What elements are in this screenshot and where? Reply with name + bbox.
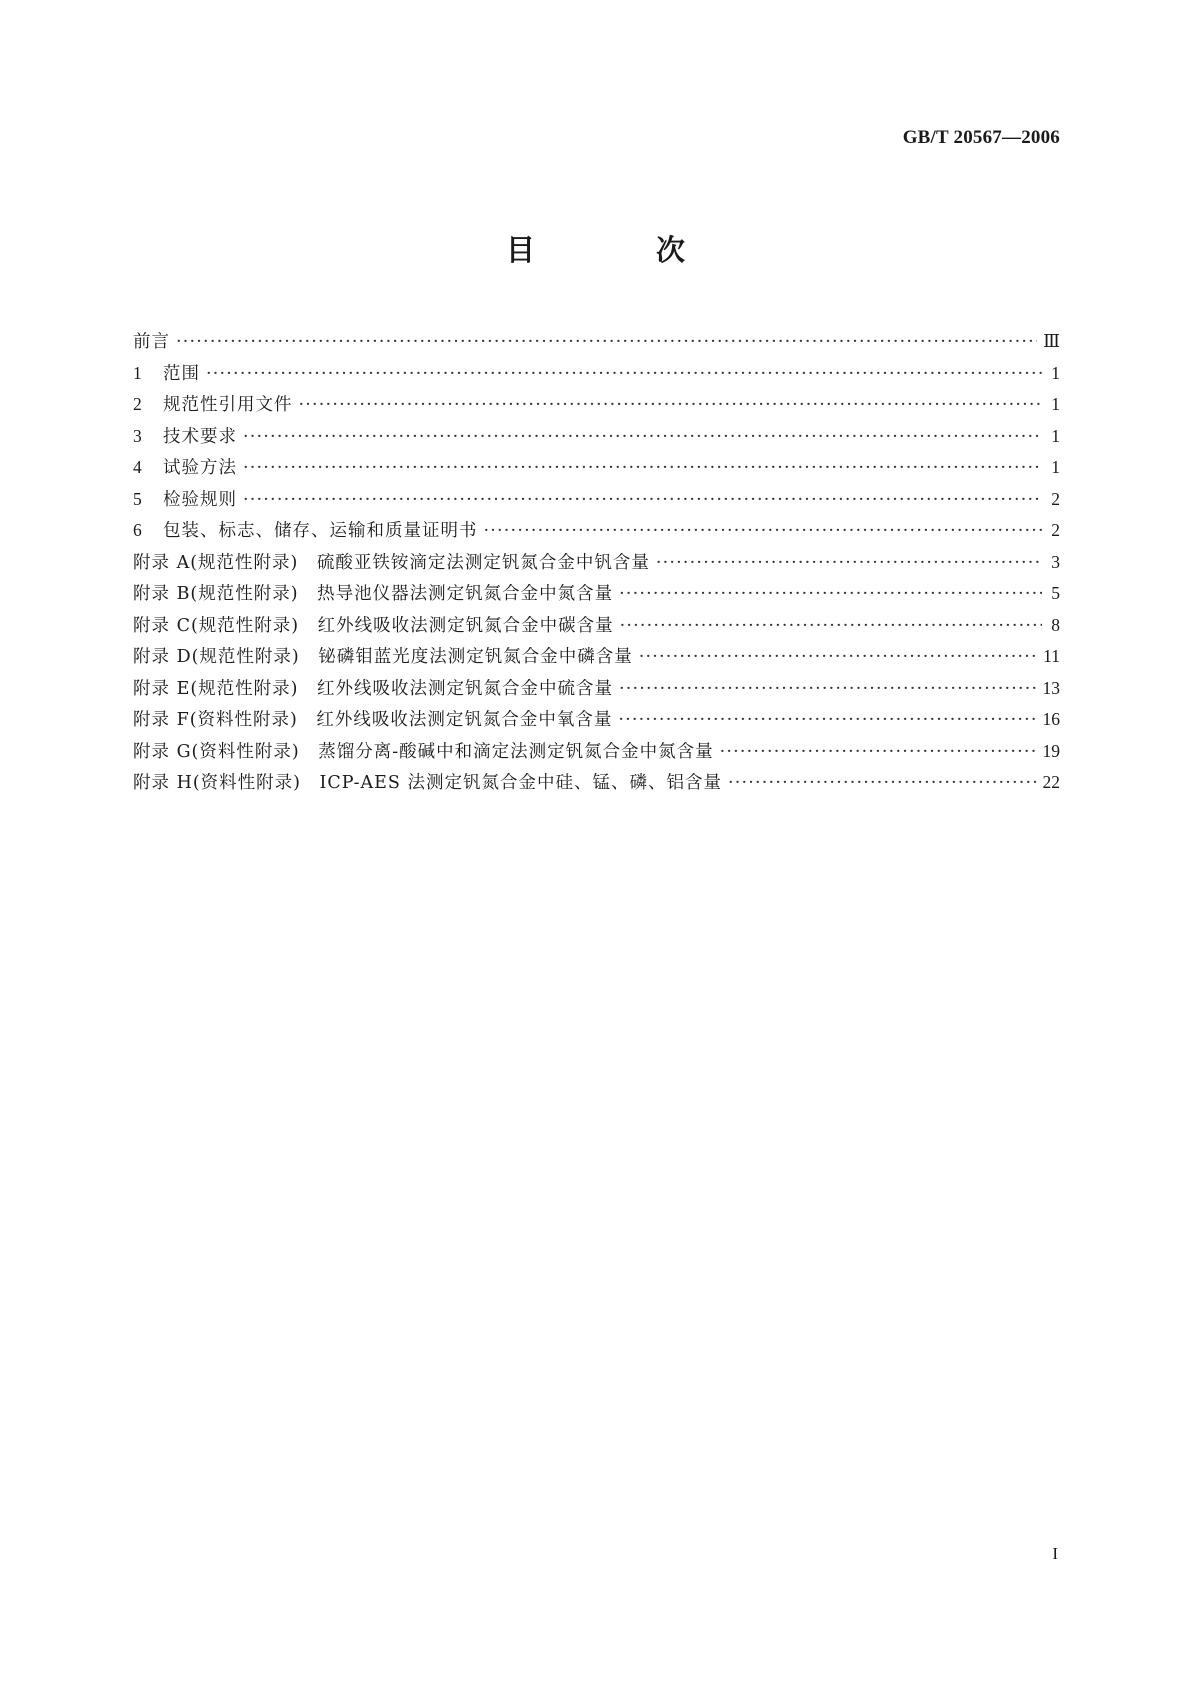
toc-entry-page: 1 (1051, 394, 1060, 414)
toc-leader-dots (243, 458, 1042, 478)
toc-entry-title: 规范性引用文件 (163, 395, 293, 415)
toc-leader-dots (639, 647, 1037, 667)
toc-leader-dots (243, 490, 1042, 510)
toc-entry-page: 1 (1051, 457, 1060, 477)
toc-entry-appendix-g[interactable] (133, 738, 1060, 770)
toc-entry-foreword[interactable] (133, 328, 1060, 360)
toc-entry-label: 附录 B(规范性附录) 热导池仪器法测定钒氮合金中氮含量 (133, 584, 614, 604)
toc-entry-page: 8 (1051, 614, 1060, 635)
toc-entry-label: 附录 H(资料性附录) ICP-AES 法测定钒氮合金中硅、锰、磷、铝含量 (133, 773, 722, 793)
toc-entry-page: 3 (1051, 551, 1060, 572)
toc-entry-number: 6 (133, 520, 143, 540)
toc-entry-label: 附录 C(规范性附录) 红外线吸收法测定钒氮合金中碳含量 (133, 615, 614, 636)
toc-leader-dots (728, 773, 1037, 793)
toc-leader-dots (620, 616, 1042, 636)
toc-entry-label: 附录 D(规范性附录) 铋磷钼蓝光度法测定钒氮合金中磷含量 (133, 647, 633, 667)
page-title: 目 次 (505, 233, 731, 267)
toc-entry-normative-references[interactable] (133, 391, 1060, 423)
toc-leader-dots (656, 553, 1042, 573)
toc-entry-packaging[interactable] (133, 517, 1060, 549)
toc-leader-dots (176, 332, 1037, 352)
table-of-contents (133, 328, 1060, 801)
toc-leader-dots (206, 364, 1042, 384)
toc-entry-appendix-b[interactable] (133, 580, 1060, 612)
toc-leader-dots (619, 584, 1042, 604)
toc-entry-title: 技术要求 (163, 426, 237, 447)
toc-entry-title: 包装、标志、储存、运输和质量证明书 (163, 521, 478, 541)
standard-code: GB/T 20567—2006 (902, 127, 1060, 148)
toc-leader-dots (484, 521, 1043, 541)
toc-entry-number: 4 (133, 457, 143, 477)
toc-entry-label (133, 517, 478, 542)
toc-entry-title: 检验规则 (163, 489, 237, 510)
toc-entry-label: 附录 F(资料性附录) 红外线吸收法测定钒氮合金中氧含量 (133, 710, 613, 730)
toc-entry-page: 13 (1042, 677, 1060, 698)
toc-entry-label: 前言 (133, 332, 170, 352)
toc-entry-technical-requirements[interactable] (133, 423, 1060, 455)
toc-leader-dots (243, 427, 1042, 447)
toc-entry-test-methods[interactable] (133, 454, 1060, 486)
toc-entry-label: 附录 E(规范性附录) 红外线吸收法测定钒氮合金中硫含量 (133, 678, 613, 699)
toc-entry-page: 19 (1042, 740, 1060, 761)
page-number: I (1052, 1544, 1058, 1563)
toc-leader-dots (619, 679, 1037, 699)
toc-entry-page: 11 (1043, 646, 1060, 666)
toc-entry-label: 附录 A(规范性附录) 硫酸亚铁铵滴定法测定钒氮合金中钒含量 (133, 552, 650, 573)
toc-entry-page: 2 (1051, 488, 1060, 509)
toc-entry-label (133, 391, 293, 416)
toc-entry-number: 1 (133, 362, 143, 383)
toc-entry-page: 2 (1051, 520, 1060, 540)
toc-entry-number: 3 (133, 425, 143, 446)
toc-leader-dots (720, 742, 1037, 762)
toc-entry-appendix-d[interactable] (133, 643, 1060, 675)
toc-entry-page: 16 (1042, 709, 1060, 729)
toc-entry-page: 1 (1051, 362, 1060, 383)
toc-entry-appendix-a[interactable] (133, 549, 1060, 581)
toc-entry-page: 5 (1051, 583, 1060, 603)
toc-entry-label (133, 360, 200, 385)
toc-entry-title: 试验方法 (163, 458, 237, 478)
toc-entry-number: 2 (133, 394, 143, 414)
toc-entry-inspection-rules[interactable] (133, 486, 1060, 518)
toc-entry-appendix-c[interactable] (133, 612, 1060, 644)
toc-entry-appendix-f[interactable] (133, 706, 1060, 738)
toc-entry-label: 附录 G(资料性附录) 蒸馏分离-酸碱中和滴定法测定钒氮合金中氮含量 (133, 741, 714, 762)
toc-entry-title: 范围 (163, 363, 200, 384)
toc-entry-page: 1 (1051, 425, 1060, 446)
toc-leader-dots (299, 395, 1043, 415)
toc-entry-number: 5 (133, 488, 143, 509)
toc-entry-label (133, 423, 237, 448)
toc-entry-label (133, 486, 237, 511)
toc-entry-appendix-h[interactable] (133, 769, 1060, 801)
toc-entry-scope[interactable] (133, 360, 1060, 392)
toc-entry-label (133, 454, 237, 479)
toc-leader-dots (618, 710, 1036, 730)
toc-entry-appendix-e[interactable] (133, 675, 1060, 707)
toc-entry-page: 22 (1042, 772, 1060, 792)
toc-entry-page: Ⅲ (1043, 331, 1060, 351)
